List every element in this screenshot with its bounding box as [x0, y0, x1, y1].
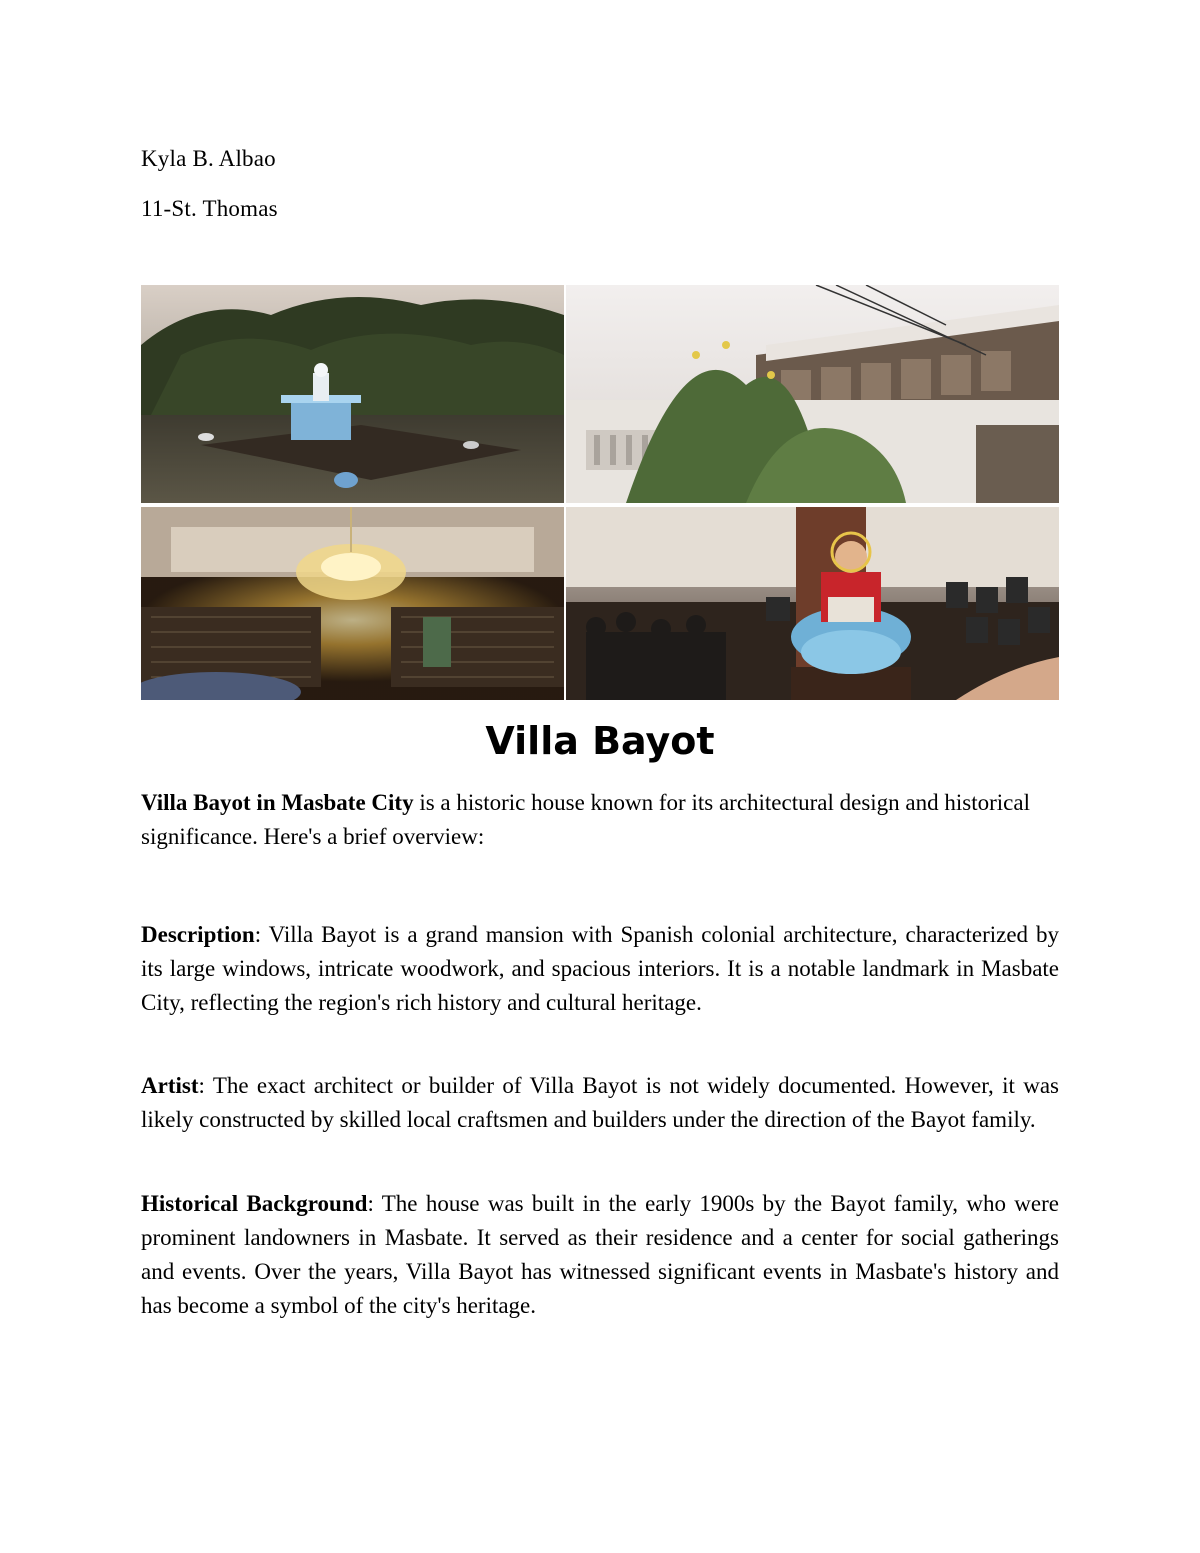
photo-chandelier-interior [141, 507, 564, 700]
class-section: 11-St. Thomas [141, 196, 278, 221]
artist-label: Artist [141, 1073, 199, 1098]
intro-text: is a historic house known for its architectural design and historical significance. Here's a brief overview: [141, 790, 1030, 849]
photo-garden-fountain [141, 285, 564, 503]
intro-lead: Villa Bayot in Masbate City [141, 790, 414, 815]
document-title: Villa Bayot [485, 719, 715, 763]
description-text: : Villa Bayot is a grand mansion with Spanish colonial architecture, characterized by its large windows, intricate woodwork, and spacious interiors. It is a notable landmark in Masbate City, reflecting the region's rich history and cultural heritage. [141, 922, 1059, 1015]
history-label: Historical Background [141, 1191, 368, 1216]
description-paragraph [141, 918, 1059, 1020]
photo-sacred-heart-statue [566, 507, 1059, 700]
photo-house-exterior [566, 285, 1059, 503]
photo-collage [141, 285, 1059, 700]
intro-paragraph [141, 786, 1059, 854]
artist-paragraph [141, 1069, 1059, 1137]
artist-text: : The exact architect or builder of Villa Bayot is not widely documented. However, it was likely constructed by skilled local craftsmen and builders under the direction of the Bayot family. [141, 1073, 1059, 1132]
history-text: : The house was built in the early 1900s by the Bayot family, who were prominent landowners in Masbate. It served as their residence and a center for social gatherings and events. Over the years, Villa Bayot has witnessed significant events in Masbate's history and has become a symbol of the city's heritage. [141, 1191, 1059, 1318]
description-label: Description [141, 922, 255, 947]
history-paragraph [141, 1187, 1059, 1323]
author-name: Kyla B. Albao [141, 146, 276, 171]
